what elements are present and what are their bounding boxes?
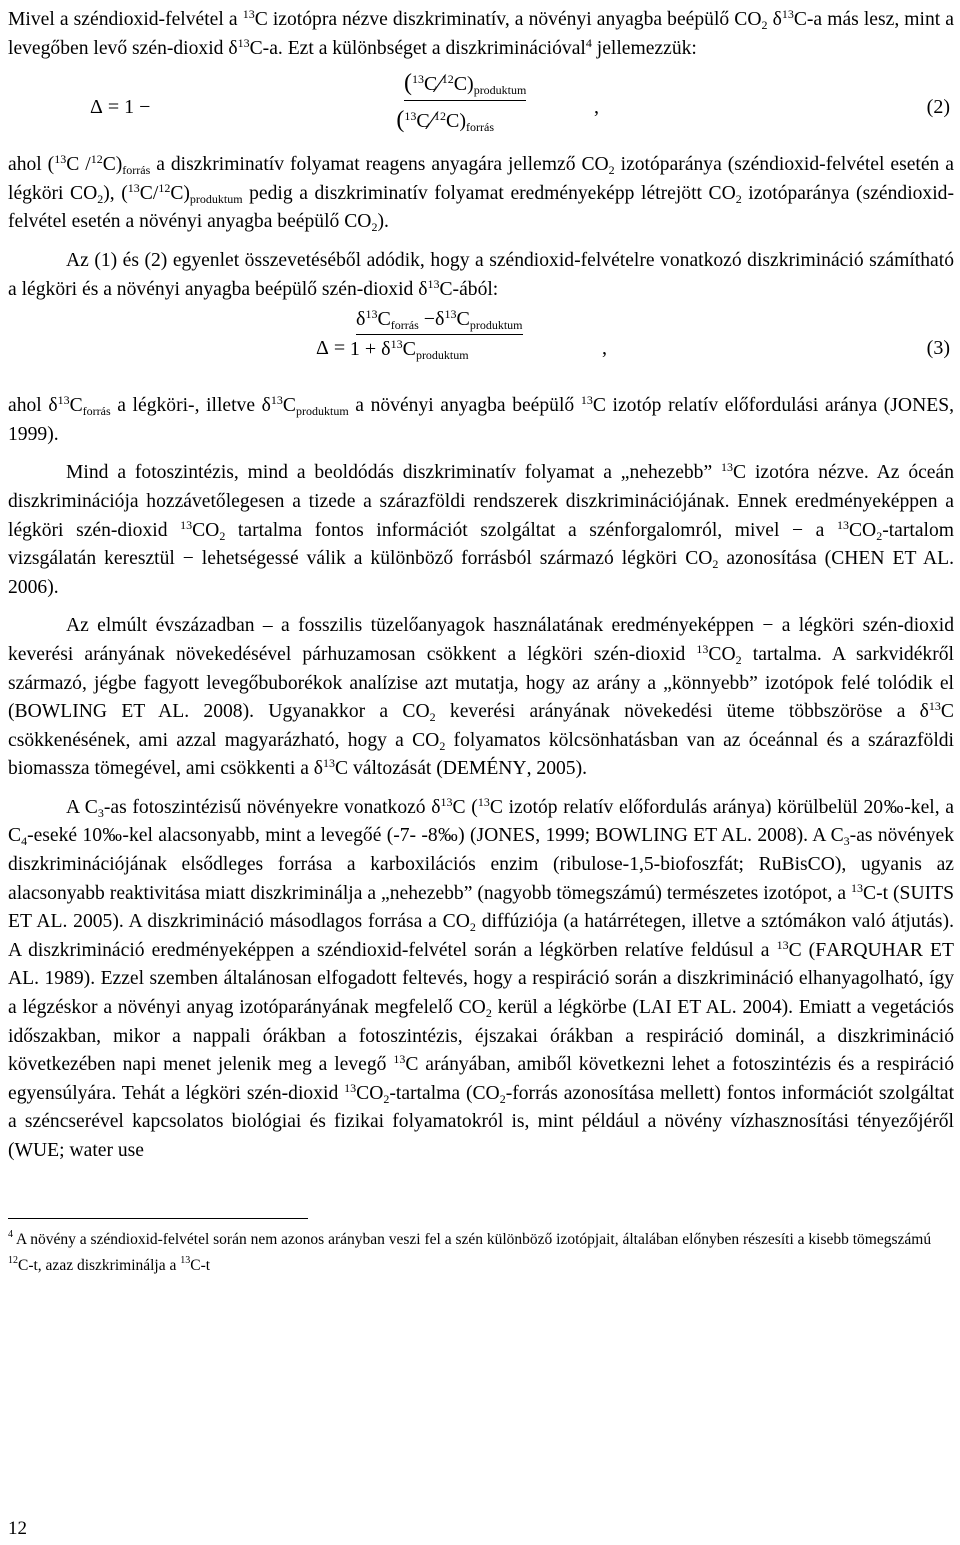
equation-3-number: (3) <box>926 336 950 359</box>
footnote: $^4$ A növény a széndioxid-felvétel során nem azonos arányban veszi fel a szén különböző izotópjait, általában előnyben részesíti a kisebb tömegszámú $^{12}$C-t, azaz diszkriminálja a $^{13}$C-t <box>8 1228 932 1274</box>
paragraph-2: ahol ($^{13}$C $/^{12}C)_{forrás}$ a diszkriminatív folyamat reagens anyagára jellemző $CO_2$ izotóparánya (széndioxid-felvétel esetén a légköri $CO_2$), $(^{13}C/^{12}C)_{produktum}$ pedig a diszkriminatív folyamat eredményeképp létrejött $CO_2$ izotóparánya (széndioxid-felvétel esetén a növényi anyagba beépülő $CO_2$). <box>8 152 954 235</box>
paragraph-7: A $C_3-as$ fotoszintézisű növényekre vonatkozó $\delta^{13}C$ ($^{13}$C izotóp relatív előfordulás aránya) körülbelül 20‰-kel, a $C_4$-eseké 10‰-kel alacsonyabb, mint a levegőé (-7- -8‰) (JONES, 1999; BOWLING ET AL. 2008). A $C_3-as$ növények diszkriminációjának elsődleges forrása a karboxilációs enzim (ribulose-1,5-biofoszfát; RuBisCO), ugyanis az alacsonyabb reaktivitása miatt diszkriminálja a „nehezebb” (nagyobb tömegszámú) természetes izotópot, a $^{13}$C-t (SUITS ET AL. 2005). A diszkrimináció másodlagos forrása a $CO_2$ diffúziója (a határrétegen, illetve a sztómákon való átjutás). A diszkrimináció eredményeképpen a széndioxid-felvétel során a légkörben relatíve feldúsul a $^{13}$C (FARQUHAR ET AL. 1989). Ezzel szemben általánosan elfogadott feltevés, hogy a respiráció során a diszkrimináció elhanyagolható, így a légzéskor a növényi anyag izotóparányának megfelelő $CO_2$ kerül a légkörbe (LAI ET AL. 2004). Emiatt a vegetációs időszakban, mikor a nappali órákban a fotoszintézis, éjszakai órákban a respiráció dominál, a diszkrimináció következében napi menet jelenik meg a levegő $^{13}$C arányában, amiből következni lehet a fotoszintézis és a respiráció egyensúlyára. Tehát a légköri szén-dioxid $^{13}CO_2$-tartalma ($CO_2$-forrás azonosítása mellett) fontos információt szolgáltat a széncserével kapcsolatos biológiai és fizikai folyamatokról is, mint például a növény vízhasznosítási tényezőjéről (WUE; water use <box>8 794 955 1161</box>
equation-2-number: (2) <box>926 95 950 118</box>
equation-3-denominator: $1 + \delta^{13}C_{produktum}$ <box>349 337 469 363</box>
footnote-separator <box>8 1218 308 1219</box>
equation-2-fraction <box>396 67 527 136</box>
equation-2: Δ = 1 − $(^{13}C⁄^{12}C)_{produktum}$ $(^{13}C⁄^{12}C)_{forrás}$ , (2) <box>8 63 954 151</box>
equation-2-denominator: $(^{13}C⁄^{12}C)_{forrás}$ <box>396 106 495 136</box>
footnote-reference: 4 <box>585 35 592 50</box>
paragraph-5: Mind a fotoszintézis, mind a beoldódás diszkriminatív folyamat a „nehezebb” $^{13}$C izotóra nézve. Az óceán diszkriminációja hozzávetőlegesen a tizede a szárazföldi rendszerek diszkriminációjának. Ennek eredményeképpen a légköri szén-dioxid $^{13}CO_2$ tartalma fontos információt szolgáltat a szénforgalomról, mivel − a $^{13}CO_2$-tartalom vizsgálatán keresztül − lehetségessé válik a különböző forrásból származó légköri $CO_2$ azonosítása (CHEN ET AL. 2006). <box>8 460 955 598</box>
document-page <box>8 6 954 1279</box>
equation-2-numerator: $(^{13}C⁄^{12}C)_{produktum}$ <box>404 69 527 99</box>
paragraph-3: Az (1) és (2) egyenlet összevetéséből adódik, hogy a széndioxid-felvételre vonatkozó diszkrimináció számítható a légköri és a növényi anyagba beépülő szén-dioxid $\delta^{13}C$-ából: <box>8 249 954 300</box>
page-number: 12 <box>8 1518 27 1539</box>
equation-3-fraction <box>349 307 523 363</box>
paragraph-6: Az elmúlt évszázadban – a fosszilis tüzelőanyagok használatának eredményeképpen − a légköri szén-dioxid keverési arányának növekedésével párhuzamosan csökkent a légköri szén-dioxid $^{13}CO_2$ tartalma. A sarkvidékről származó, jégbe fagyott levegőbuborékok analízise azt mutatja, hogy az arány a „könnyebb” izotópok felé tolódik el (BOWLING ET AL. 2008). Ugyanakkor a $CO_2$ keverési arányának növekedési üteme többszöröse a $\delta^{13}C$ csökkenésének, ami azzal magyarázható, hogy a $CO_2$ folyamatos kölcsönhatásban van az óceánnal és a szárazföldi biomassza tömegével, ami csökkenti a $\delta^{13}C$ változását (DEMÉNY, 2005). <box>8 615 954 780</box>
paragraph-1: Mivel a széndioxid-felvétel a $^{13}$C izotópra nézve diszkriminatív, a növényi anyagba beépülő $CO_2$ $\delta^{13}C-a$ más lesz, mint a levegőben levő szén-dioxid $\delta^{13}C-a$. Ezt a különbséget a diszkriminációval$^4$ jellemezzük: <box>8 7 955 59</box>
equation-3: Δ = $\delta^{13}C_{forrás} -\delta^{13}C_{produktum}$ $1 + \delta^{13}C_{produktum}$ , (3) <box>8 304 954 392</box>
paragraph-4: ahol $\delta^{13}C_{forrás}$ a légköri-, illetve $\delta^{13}C_{produktum}$ a növényi anyagba beépülő $^{13}$C izotóp relatív előfordulási aránya (JONES, 1999). <box>8 393 954 445</box>
equation-3-numerator: $\delta^{13}C_{forrás} -\delta^{13}C_{produktum}$ <box>356 307 523 333</box>
